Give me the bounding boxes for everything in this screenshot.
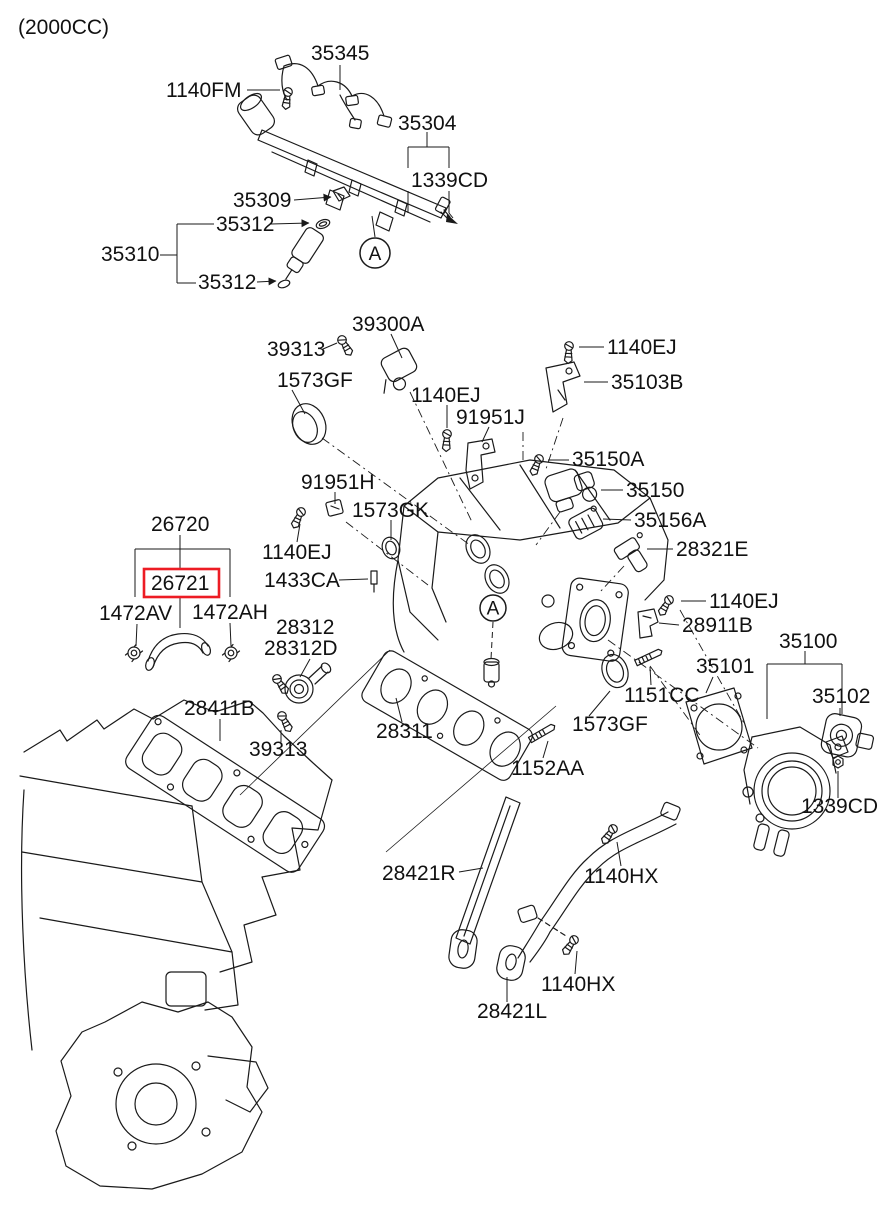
clip-35309-art (333, 187, 350, 201)
stay-28421l-art (495, 802, 681, 983)
stud-1151cc-art (635, 648, 663, 665)
clamp-1472ah-art (223, 645, 240, 662)
bolt-35150a-art (528, 453, 544, 476)
bolt-1140ej-right-lower-art (657, 594, 675, 617)
part-label-39300a[interactable]: 39300A (352, 313, 425, 336)
part-label-1140ej-right-lower[interactable]: 1140EJ (709, 590, 779, 613)
bolt-39313-upper-art (336, 334, 354, 357)
engine-block-art (20, 700, 332, 1189)
callout-a-top (360, 238, 390, 268)
sensor-1339cd-top-art (435, 196, 458, 224)
engine-variant-title: (2000CC) (18, 16, 110, 39)
part-label-1433ca[interactable]: 1433CA (264, 569, 340, 592)
part-label-1140hx-upper[interactable]: 1140HX (584, 865, 659, 888)
part-label-1573gf-upper[interactable]: 1573GF (277, 369, 353, 392)
part-label-35304[interactable]: 35304 (398, 112, 457, 135)
part-label-35103b[interactable]: 35103B (611, 371, 684, 394)
throttle-body-35100-art (743, 727, 848, 857)
part-label-28421l[interactable]: 28421L (477, 1000, 548, 1023)
part-label-26720[interactable]: 26720 (151, 513, 210, 536)
part-label-1140fm[interactable]: 1140FM (166, 79, 242, 102)
part-label-35150[interactable]: 35150 (626, 479, 685, 502)
bolt-28312-art (271, 673, 291, 696)
stay-28421r-art (447, 797, 520, 970)
bolt-1140hx-upper-art (599, 823, 619, 846)
clamp-1472av-art (126, 645, 143, 662)
part-label-28421r[interactable]: 28421R (382, 862, 456, 885)
bolt-1140ej-left-art (290, 506, 307, 529)
hose-26721-art (144, 634, 212, 672)
bracket-35103b-art (546, 362, 580, 412)
part-label-39313-lower[interactable]: 39313 (249, 738, 308, 761)
bolt-1140ej-right-upper-art (564, 341, 574, 363)
part-label-1140ej-right-upper[interactable]: 1140EJ (607, 336, 677, 359)
sensor-35102-art (820, 712, 877, 762)
nut-1339cd-lower-art (833, 756, 843, 768)
part-label-91951j[interactable]: 91951J (456, 406, 525, 429)
part-label-35101[interactable]: 35101 (696, 655, 755, 678)
part-label-35150a[interactable]: 35150A (572, 448, 645, 471)
part-label-35156a[interactable]: 35156A (634, 509, 707, 532)
part-label-35310[interactable]: 35310 (101, 243, 160, 266)
injector-35310-art (277, 218, 331, 289)
part-label-28311[interactable]: 28311 (376, 720, 433, 743)
part-label-1140hx-lower[interactable]: 1140HX (541, 973, 616, 996)
clip-28911b-art (638, 609, 658, 638)
callout-a-middle (480, 595, 506, 621)
callout-a-top-label: A (368, 244, 382, 265)
part-label-26721[interactable]: 26721 (151, 572, 210, 595)
gasket-35156a-art (567, 505, 606, 541)
callout-a-middle-label: A (486, 598, 500, 620)
part-label-1339cd-lower[interactable]: 1339CD (801, 795, 879, 818)
part-label-1151cc[interactable]: 1151CC (624, 684, 700, 707)
part-label-28312[interactable]: 28312 (276, 616, 335, 639)
part-label-1573gf-lower[interactable]: 1573GF (572, 713, 648, 736)
part-label-91951h[interactable]: 91951H (301, 471, 375, 494)
cap-1573gf-upper-art (286, 398, 332, 449)
part-label-28321e[interactable]: 28321E (676, 538, 749, 561)
part-label-1472av[interactable]: 1472AV (99, 602, 173, 625)
part-label-35312-lower[interactable]: 35312 (198, 271, 257, 294)
part-label-39313-upper[interactable]: 39313 (267, 338, 326, 361)
part-label-35345[interactable]: 35345 (311, 42, 370, 65)
bracket-91951h-art (326, 499, 344, 516)
bolt-1140ej-center-art (442, 429, 452, 451)
part-label-1140ej-left[interactable]: 1140EJ (262, 541, 332, 564)
part-label-1339cd-top[interactable]: 1339CD (411, 169, 489, 192)
bracket-91951j-art (466, 439, 495, 489)
part-label-1140ej-center[interactable]: 1140EJ (411, 384, 481, 407)
part-label-28312d[interactable]: 28312D (264, 637, 338, 660)
part-label-28911b[interactable]: 28911B (682, 614, 753, 637)
part-label-1152aa[interactable]: 1152AA (511, 757, 585, 780)
gasket-28411b-art (122, 712, 328, 876)
part-label-35312-upper[interactable]: 35312 (216, 213, 275, 236)
part-label-35100[interactable]: 35100 (779, 630, 838, 653)
part-label-1573gk[interactable]: 1573GK (352, 499, 430, 522)
part-label-35102[interactable]: 35102 (812, 685, 871, 708)
tube-28312-art (285, 661, 333, 703)
pin-1433ca-art (371, 571, 377, 592)
part-label-1472ah[interactable]: 1472AH (192, 601, 268, 624)
part-label-35309[interactable]: 35309 (233, 189, 292, 212)
part-label-28411b[interactable]: 28411B (184, 697, 255, 720)
